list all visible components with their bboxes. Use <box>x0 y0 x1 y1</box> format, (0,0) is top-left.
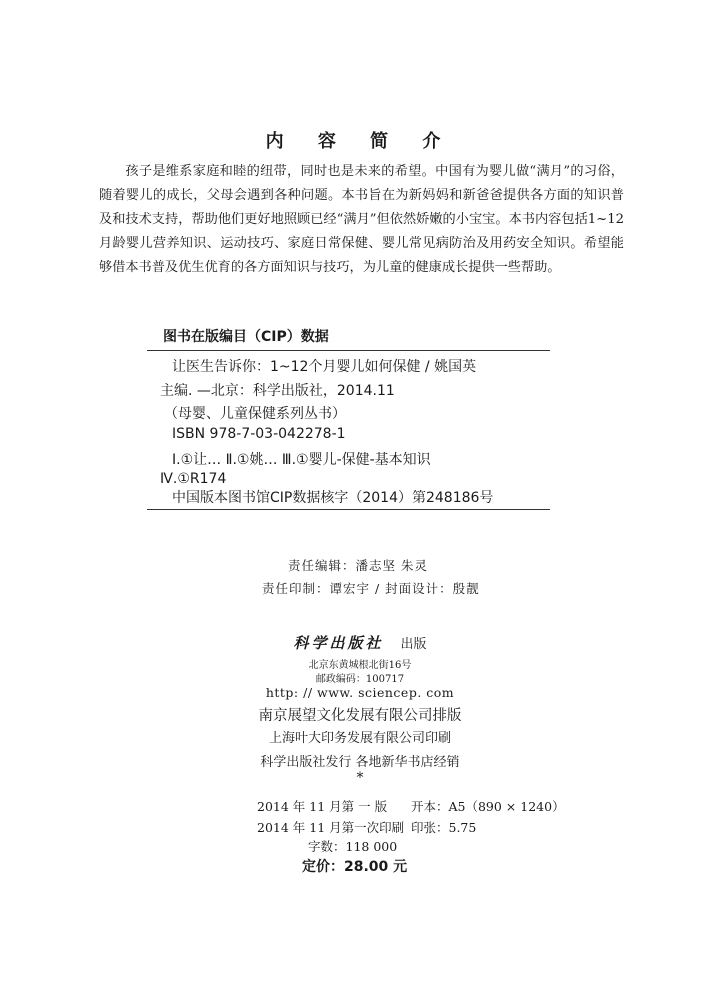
cip-line-2: 主编. —北京：科学出版社，2014.11 <box>160 383 395 399</box>
spec-printing: 2014 年 11 月第一次印刷 <box>257 820 405 835</box>
publisher-postcode: 邮政编码：100717 <box>315 674 405 685</box>
spec-format: 开本：A5（890 × 1240） <box>411 799 565 814</box>
publisher-address: 北京东黄城根北街16号 <box>308 660 412 671</box>
credit-editors: 责任编辑：潘志坚 朱灵 <box>288 558 428 573</box>
cip-line-4: ISBN 978-7-03-042278-1 <box>172 426 346 442</box>
intro-body <box>99 160 624 280</box>
cip-line-6: Ⅳ.①R174 <box>160 471 227 487</box>
cip-line-5: Ⅰ.①让… Ⅱ.①姚… Ⅲ.①婴儿-保健-基本知识 <box>172 452 431 468</box>
typesetter-line: 南京展望文化发展有限公司排版 <box>258 708 462 724</box>
publisher-logo: 科学出版社 <box>293 634 384 652</box>
intro-paragraph: 孩子是维系家庭和睦的纽带，同时也是未来的希望。中国有为婴儿做“满月”的习俗，随着婴儿的成长，父母会遇到各种问题。本书旨在为新妈妈和新爸爸提供各方面的知识普及和技术支持，帮助他们更好地照顾已经“满月”但依然娇嫩的小宝宝。本书内容包括1~12月龄婴儿营养知识、运动技巧、家庭日常保健、婴儿常见病防治及用药安全知识。希望能够借本书普及优生优育的各方面知识与技巧，为儿童的健康成长提供一些帮助。 <box>99 164 624 275</box>
publisher-row <box>0 632 720 653</box>
separator-asterisk: * <box>356 770 364 786</box>
spec-price: 定价：28.00 元 <box>302 859 408 875</box>
spec-edition: 2014 年 11 月第 一 版 <box>257 799 388 814</box>
distribution-line: 科学出版社发行 各地新华书店经销 <box>260 755 460 770</box>
cip-bottom-rule <box>147 509 550 510</box>
publisher-suffix: 出版 <box>400 637 427 652</box>
credit-print-cover: 责任印制：谭宏宇 / 封面设计：殷靓 <box>262 581 480 596</box>
intro-title: 内 容 简 介 <box>265 131 455 152</box>
spec-sheets: 印张：5.75 <box>411 820 477 835</box>
printer-line: 上海叶大印务发展有限公司印刷 <box>268 731 451 746</box>
publisher-url: http: // www. sciencep. com <box>265 685 455 700</box>
cip-top-rule <box>147 350 550 351</box>
cip-line-7: 中国版本图书馆CIP数据核字（2014）第248186号 <box>172 490 494 506</box>
cip-line-3: （母婴、儿童保健系列丛书） <box>164 406 346 422</box>
cip-heading: 图书在版编目（CIP）数据 <box>163 329 329 345</box>
spec-word-count: 字数：118 000 <box>308 839 398 854</box>
cip-line-1: 让医生告诉你：1~12个月婴儿如何保健 / 姚国英 <box>172 359 477 375</box>
